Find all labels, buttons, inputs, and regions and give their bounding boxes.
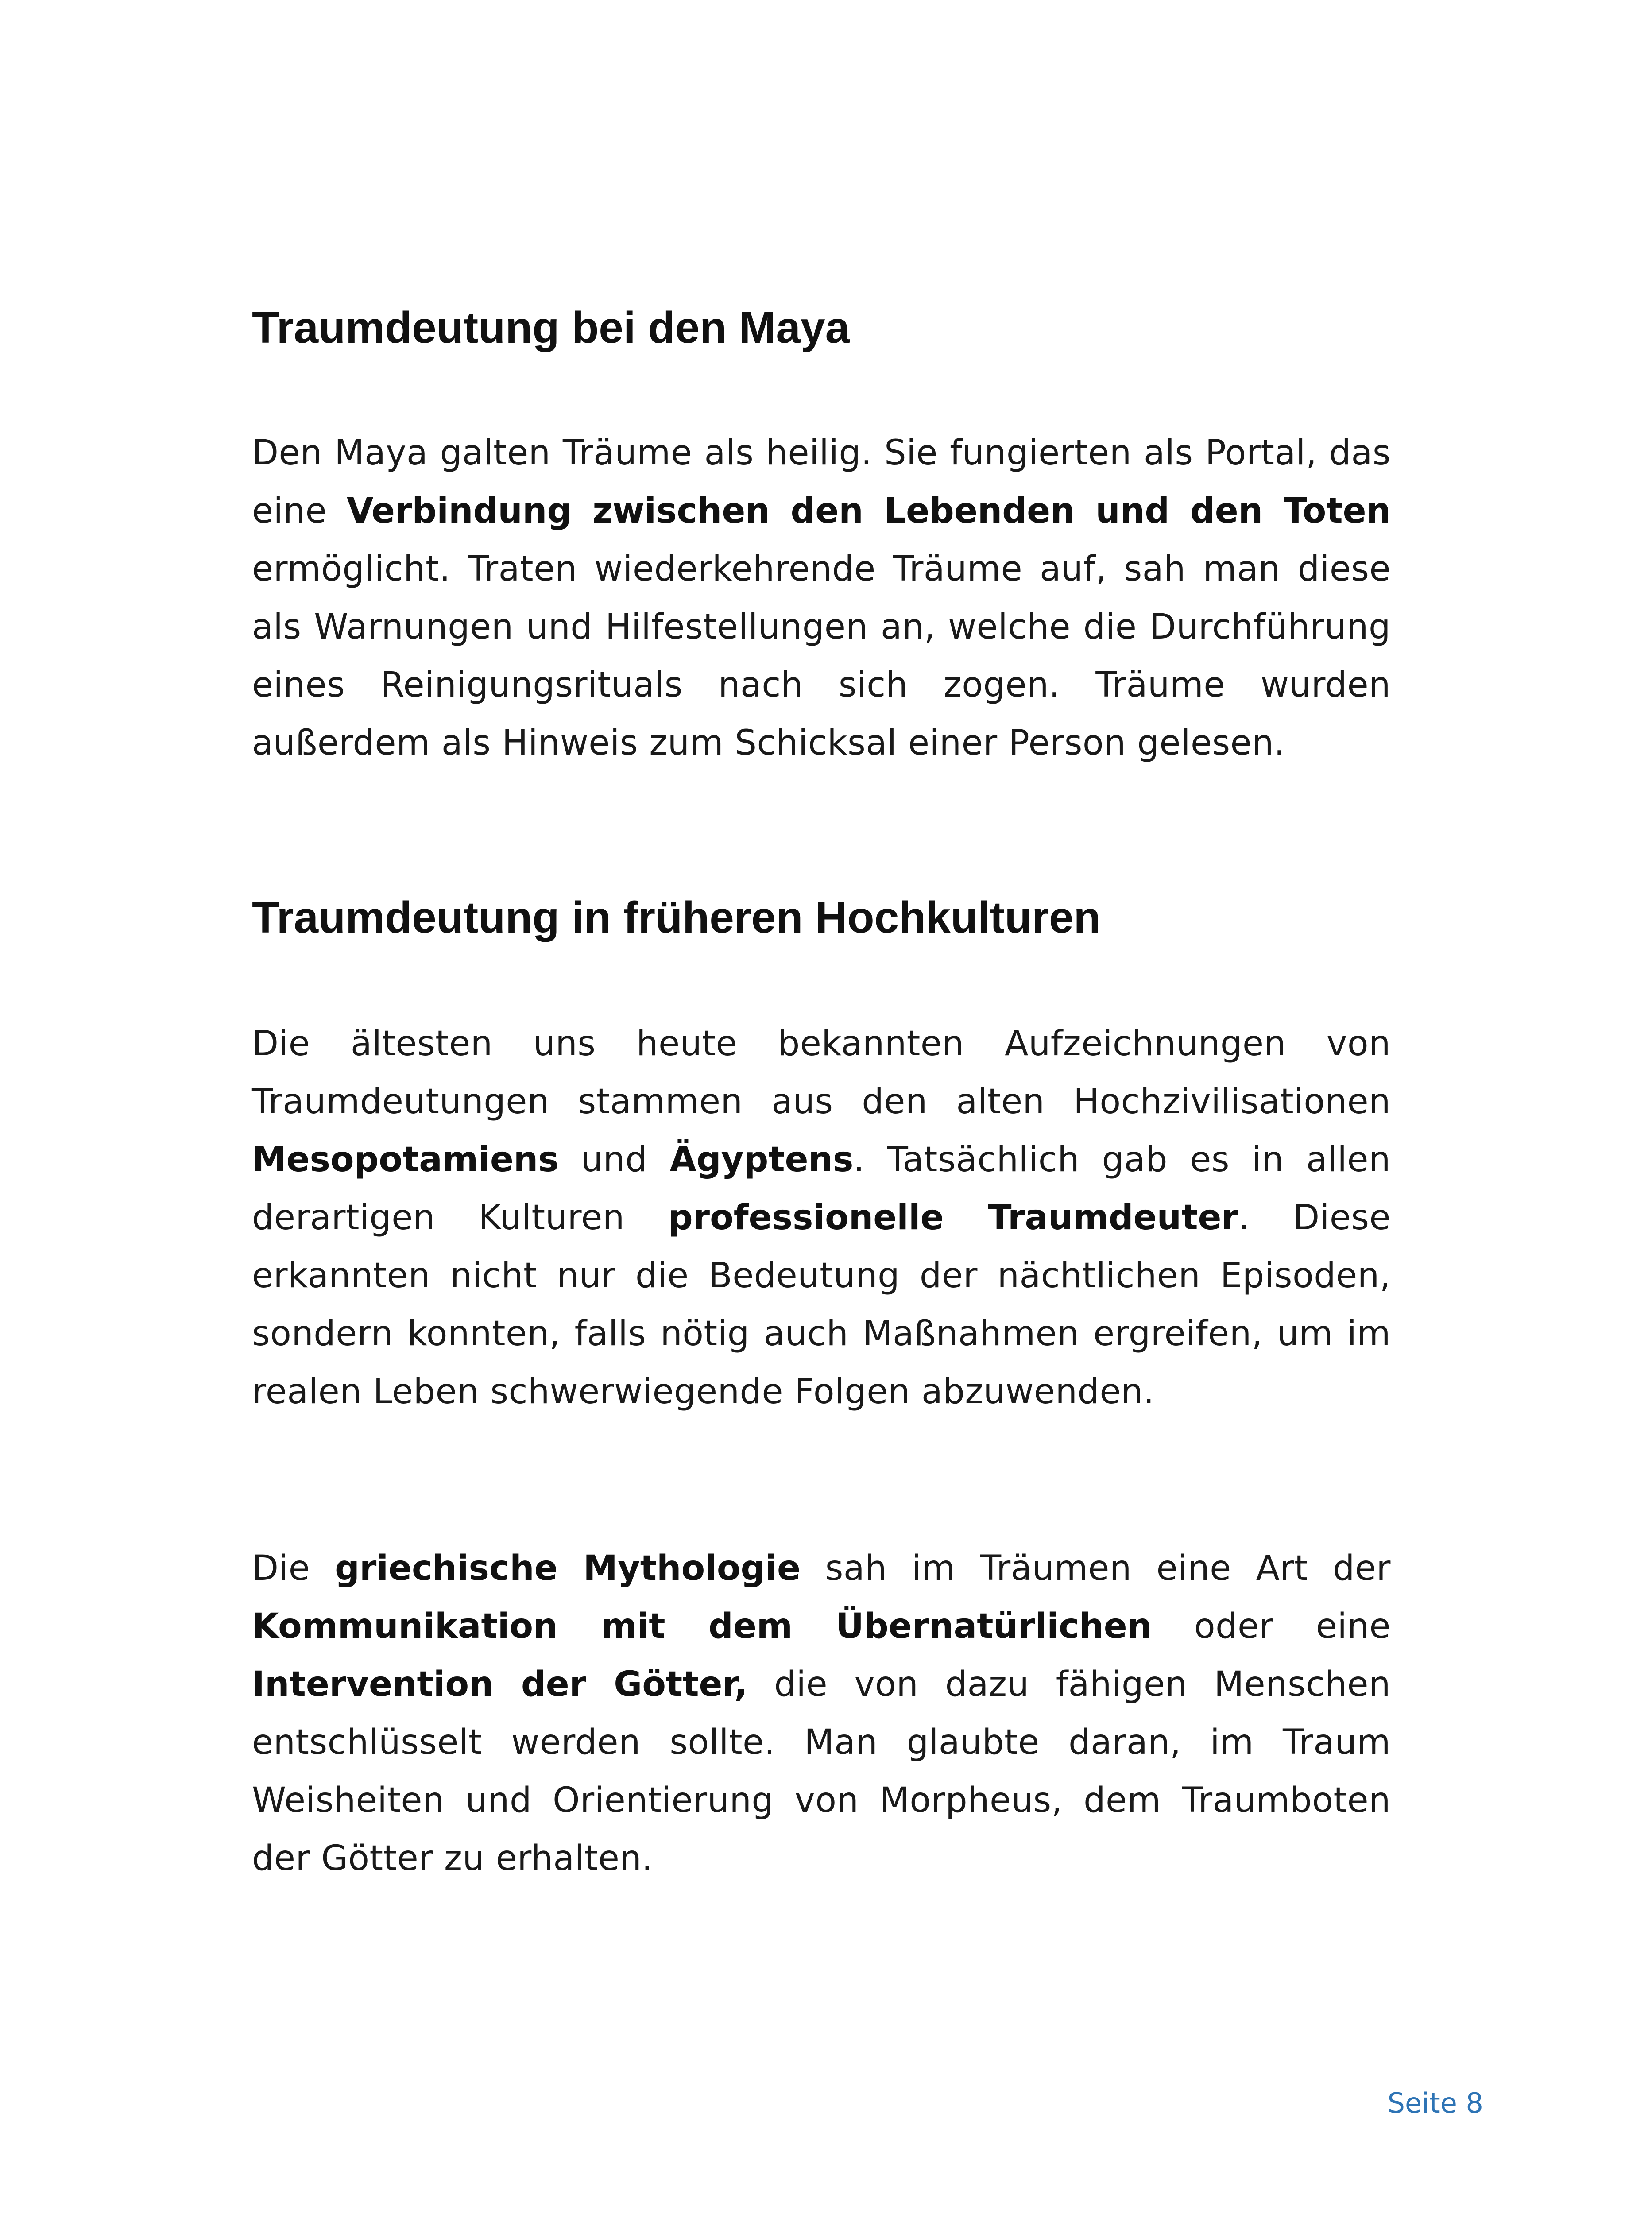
emphasis-run: Intervention der Götter, bbox=[252, 1664, 748, 1704]
emphasis-run: griechische Mythologie bbox=[335, 1548, 801, 1588]
text-run: . Tatsächlich gab es in allen derartigen Kulturen bbox=[252, 1140, 1391, 1238]
text-run: sah im Träumen eine Art der bbox=[800, 1548, 1391, 1588]
section-heading-hochkulturen: Traumdeutung in früheren Hochkulturen bbox=[252, 893, 1101, 942]
section-heading-maya: Traumdeutung bei den Maya bbox=[252, 303, 850, 352]
text-run: Den Maya galten Träume als heilig. Sie fungierten als Portal, das eine bbox=[252, 433, 1391, 531]
text-run: Die bbox=[252, 1548, 335, 1588]
text-run: oder eine bbox=[1152, 1606, 1391, 1646]
text-run: die von dazu fähigen Menschen entschlüsselt werden sollte. Man glaubte daran, im Traum Weisheiten und Orientierung von Morpheus, dem Traumboten der Götter zu erhalten. bbox=[252, 1664, 1391, 1878]
emphasis-run: Kommunikation mit dem Übernatürlichen bbox=[252, 1606, 1152, 1646]
text-run: . Diese erkannten nicht nur die Bedeutung der nächtlichen Episoden, sondern konnten, falls nötig auch Maßnahmen ergreifen, um im realen Leben schwerwiegende Folgen abzuwenden. bbox=[252, 1198, 1391, 1412]
text-run: ermöglicht. Traten wiederkehrende Träume auf, sah man diese als Warnungen und Hilfestellungen an, welche die Durchführung eines Reinigungsrituals nach sich zogen. Träume wurden außerdem als Hinweis zum Schicksal einer Person gelesen. bbox=[252, 549, 1391, 763]
text-run: und bbox=[558, 1140, 670, 1180]
emphasis-run: Ägyptens bbox=[669, 1140, 854, 1180]
page-number: Seite 8 bbox=[1387, 2087, 1483, 2119]
emphasis-run: Mesopotamiens bbox=[252, 1140, 559, 1180]
paragraph-hochkulturen-2 bbox=[252, 1540, 1391, 1888]
text-run: Die ältesten uns heute bekannten Aufzeichnungen von Traumdeutungen stammen aus den alten Hochzivilisationen bbox=[252, 1024, 1391, 1122]
emphasis-run: professionelle Traumdeuter bbox=[668, 1198, 1238, 1238]
paragraph-maya bbox=[252, 424, 1391, 772]
paragraph-hochkulturen-1 bbox=[252, 1015, 1391, 1421]
emphasis-run: Verbindung zwischen den Lebenden und den Toten bbox=[346, 491, 1391, 531]
